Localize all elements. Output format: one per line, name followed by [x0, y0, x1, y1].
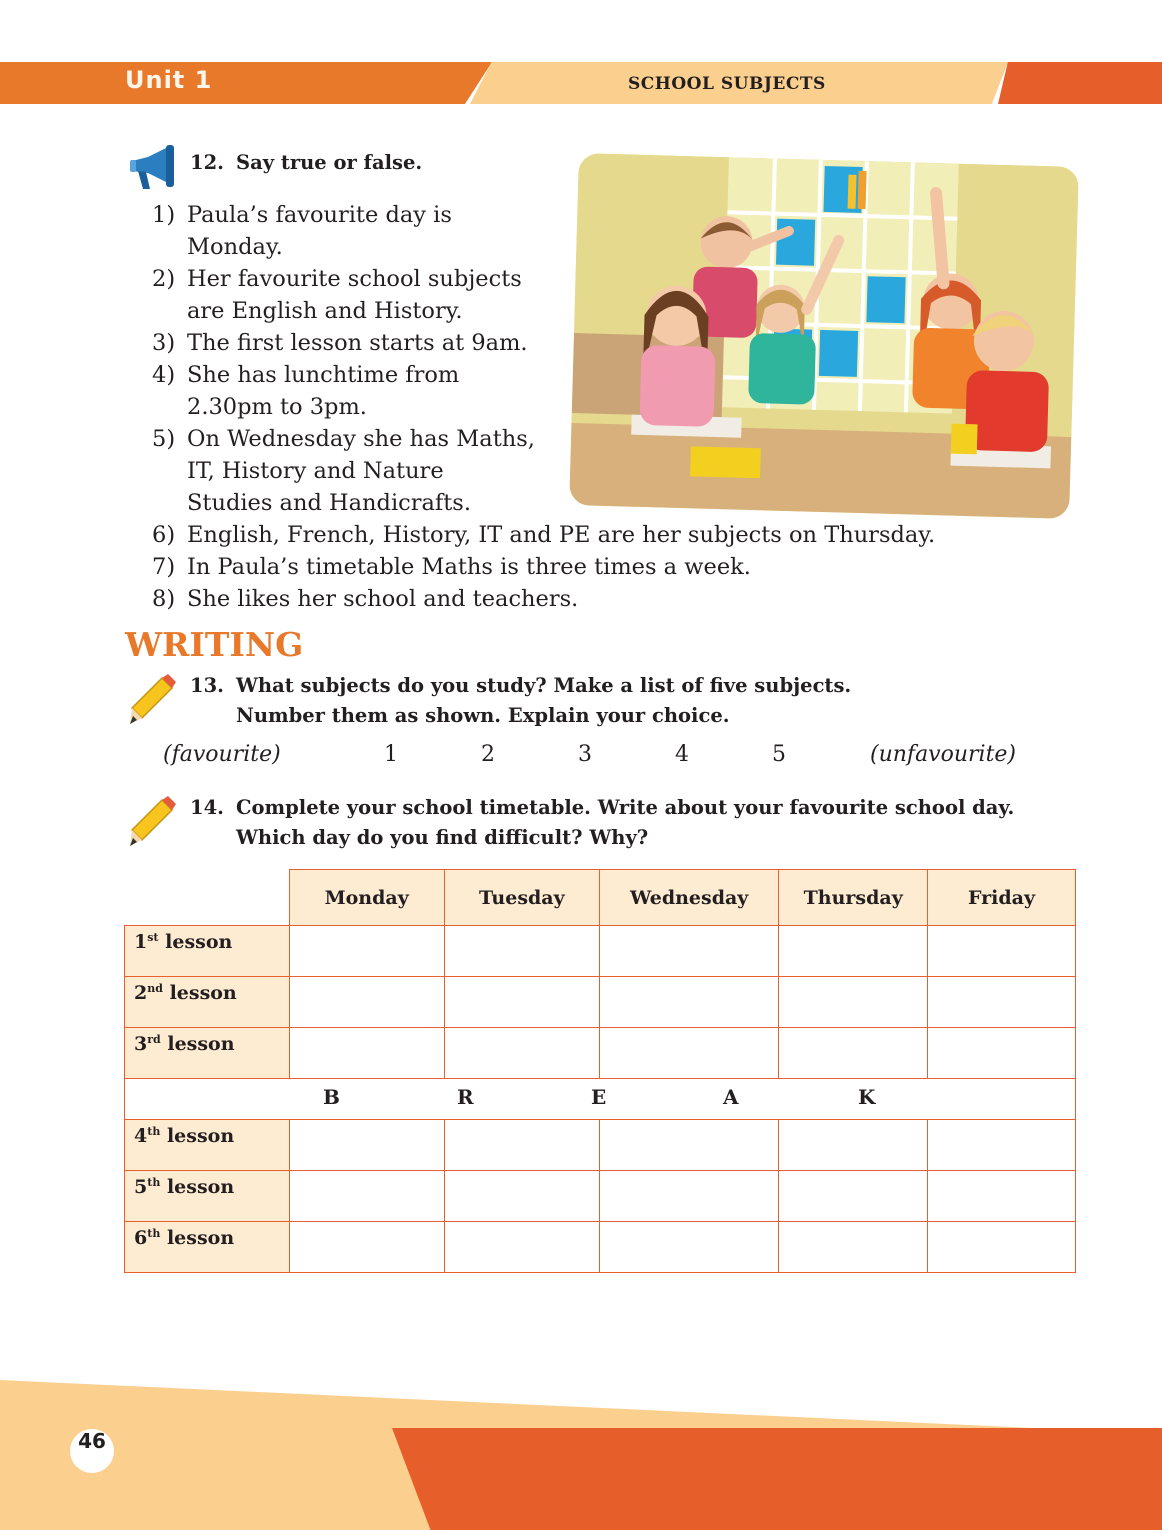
item-text: On Wednesday she has Maths, IT, History and Nature Studies and Handicrafts. [187, 426, 535, 516]
break-letter: B [323, 1085, 340, 1109]
item-text: Paula’s favourite day is Monday. [187, 202, 452, 260]
header-band-right [998, 62, 1162, 104]
scale-favourite: (favourite) [163, 742, 281, 767]
scale-3: 3 [578, 742, 592, 767]
timetable-cell[interactable] [444, 1171, 599, 1222]
table-row [125, 977, 1076, 1028]
timetable-cell[interactable] [779, 1171, 928, 1222]
exercise-13-number: 13. [190, 674, 224, 697]
item-text: She likes her school and teachers. [187, 586, 579, 612]
timetable-cell[interactable] [599, 1171, 778, 1222]
break-letter: K [858, 1085, 876, 1109]
scale-unfavourite: (unfavourite) [870, 742, 1017, 767]
exercise-14-number: 14. [190, 796, 224, 819]
lesson-label-5: 5th lesson [125, 1171, 290, 1222]
exercise-13-line-2: Number them as shown. Explain your choice. [236, 704, 730, 727]
classroom-photo [569, 153, 1079, 519]
exercise-12-instruction: Say true or false. [236, 151, 423, 174]
lesson-label-4: 4th lesson [125, 1120, 290, 1171]
break-row [125, 1079, 1076, 1120]
item-text: She has lunchtime from 2.30pm to 3pm. [187, 362, 460, 420]
day-header-monday: Monday [289, 870, 444, 926]
item-text: English, French, History, IT and PE are her subjects on Thursday. [187, 522, 936, 548]
timetable-cell[interactable] [599, 977, 778, 1028]
timetable-cell[interactable] [779, 926, 928, 977]
timetable-cell[interactable] [289, 1120, 444, 1171]
timetable-cell[interactable] [599, 1028, 778, 1079]
list-item [152, 551, 935, 583]
item-number: 8) [152, 586, 176, 612]
exercise-13-title [190, 671, 851, 731]
list-item [152, 519, 935, 551]
table-row [125, 1120, 1076, 1171]
item-text: The first lesson starts at 9am. [187, 330, 528, 356]
break-letter: R [457, 1085, 474, 1109]
scale-1: 1 [384, 742, 398, 767]
timetable-cell[interactable] [928, 1028, 1076, 1079]
timetable-cell[interactable] [289, 1028, 444, 1079]
corner-cell [125, 870, 290, 926]
timetable-cell[interactable] [444, 926, 599, 977]
item-number: 1) [152, 202, 176, 228]
header-band-left [0, 62, 492, 104]
timetable-cell[interactable] [599, 1222, 778, 1273]
table-row [125, 1171, 1076, 1222]
break-cell [125, 1079, 1076, 1120]
pencil-icon [128, 796, 176, 848]
timetable-cell[interactable] [928, 1120, 1076, 1171]
item-number: 6) [152, 522, 176, 548]
exercise-12-number: 12. [190, 151, 224, 174]
item-number: 5) [152, 426, 176, 452]
lesson-label-6: 6th lesson [125, 1222, 290, 1273]
day-header-friday: Friday [928, 870, 1076, 926]
timetable-cell[interactable] [599, 926, 778, 977]
table-row [125, 1028, 1076, 1079]
timetable-header-row [125, 870, 1076, 926]
item-text: Her favourite school subjects are English and History. [187, 266, 522, 324]
timetable-cell[interactable] [289, 977, 444, 1028]
lesson-label-1: 1st lesson [125, 926, 290, 977]
item-number: 2) [152, 266, 176, 292]
item-number: 3) [152, 330, 176, 356]
exercise-13-line-1: What subjects do you study? Make a list of five subjects. [236, 674, 852, 697]
day-header-thursday: Thursday [779, 870, 928, 926]
unit-title: SCHOOL SUBJECTS [628, 74, 826, 94]
timetable-cell[interactable] [928, 1222, 1076, 1273]
timetable-cell[interactable] [928, 1171, 1076, 1222]
item-number: 7) [152, 554, 176, 580]
megaphone-icon [128, 145, 176, 191]
timetable-cell[interactable] [779, 1028, 928, 1079]
school-timetable [124, 869, 1076, 1273]
timetable-cell[interactable] [599, 1120, 778, 1171]
exercise-14-line-1: Complete your school timetable. Write about your favourite school day. [236, 796, 1015, 819]
day-header-tuesday: Tuesday [444, 870, 599, 926]
writing-heading: WRITING [125, 625, 304, 664]
timetable-cell[interactable] [779, 977, 928, 1028]
timetable-cell[interactable] [444, 1120, 599, 1171]
table-row [125, 1222, 1076, 1273]
lesson-label-3: 3rd lesson [125, 1028, 290, 1079]
table-row [125, 926, 1076, 977]
timetable-cell[interactable] [289, 1222, 444, 1273]
timetable-cell[interactable] [444, 1028, 599, 1079]
break-letter: E [591, 1085, 607, 1109]
timetable-cell[interactable] [779, 1120, 928, 1171]
timetable-cell[interactable] [289, 926, 444, 977]
pencil-icon [128, 674, 176, 726]
item-text: In Paula’s timetable Maths is three times a week. [187, 554, 751, 580]
item-number: 4) [152, 362, 176, 388]
timetable-cell[interactable] [289, 1171, 444, 1222]
exercise-14-line-2: Which day do you find difficult? Why? [236, 826, 649, 849]
timetable-cell[interactable] [928, 977, 1076, 1028]
break-letter: A [723, 1085, 739, 1109]
timetable-cell[interactable] [444, 1222, 599, 1273]
timetable-cell[interactable] [928, 926, 1076, 977]
list-item [152, 583, 935, 615]
day-header-wednesday: Wednesday [599, 870, 778, 926]
timetable-cell[interactable] [444, 977, 599, 1028]
unit-label: Unit 1 [125, 66, 213, 94]
lesson-label-2: 2nd lesson [125, 977, 290, 1028]
footer-band-dark [392, 1428, 1162, 1530]
scale-5: 5 [772, 742, 786, 767]
scale-4: 4 [675, 742, 689, 767]
scale-2: 2 [481, 742, 495, 767]
page-number: 46 [70, 1429, 114, 1473]
timetable-cell[interactable] [779, 1222, 928, 1273]
exercise-12-title [190, 148, 422, 178]
exercise-14-title [190, 793, 1014, 853]
